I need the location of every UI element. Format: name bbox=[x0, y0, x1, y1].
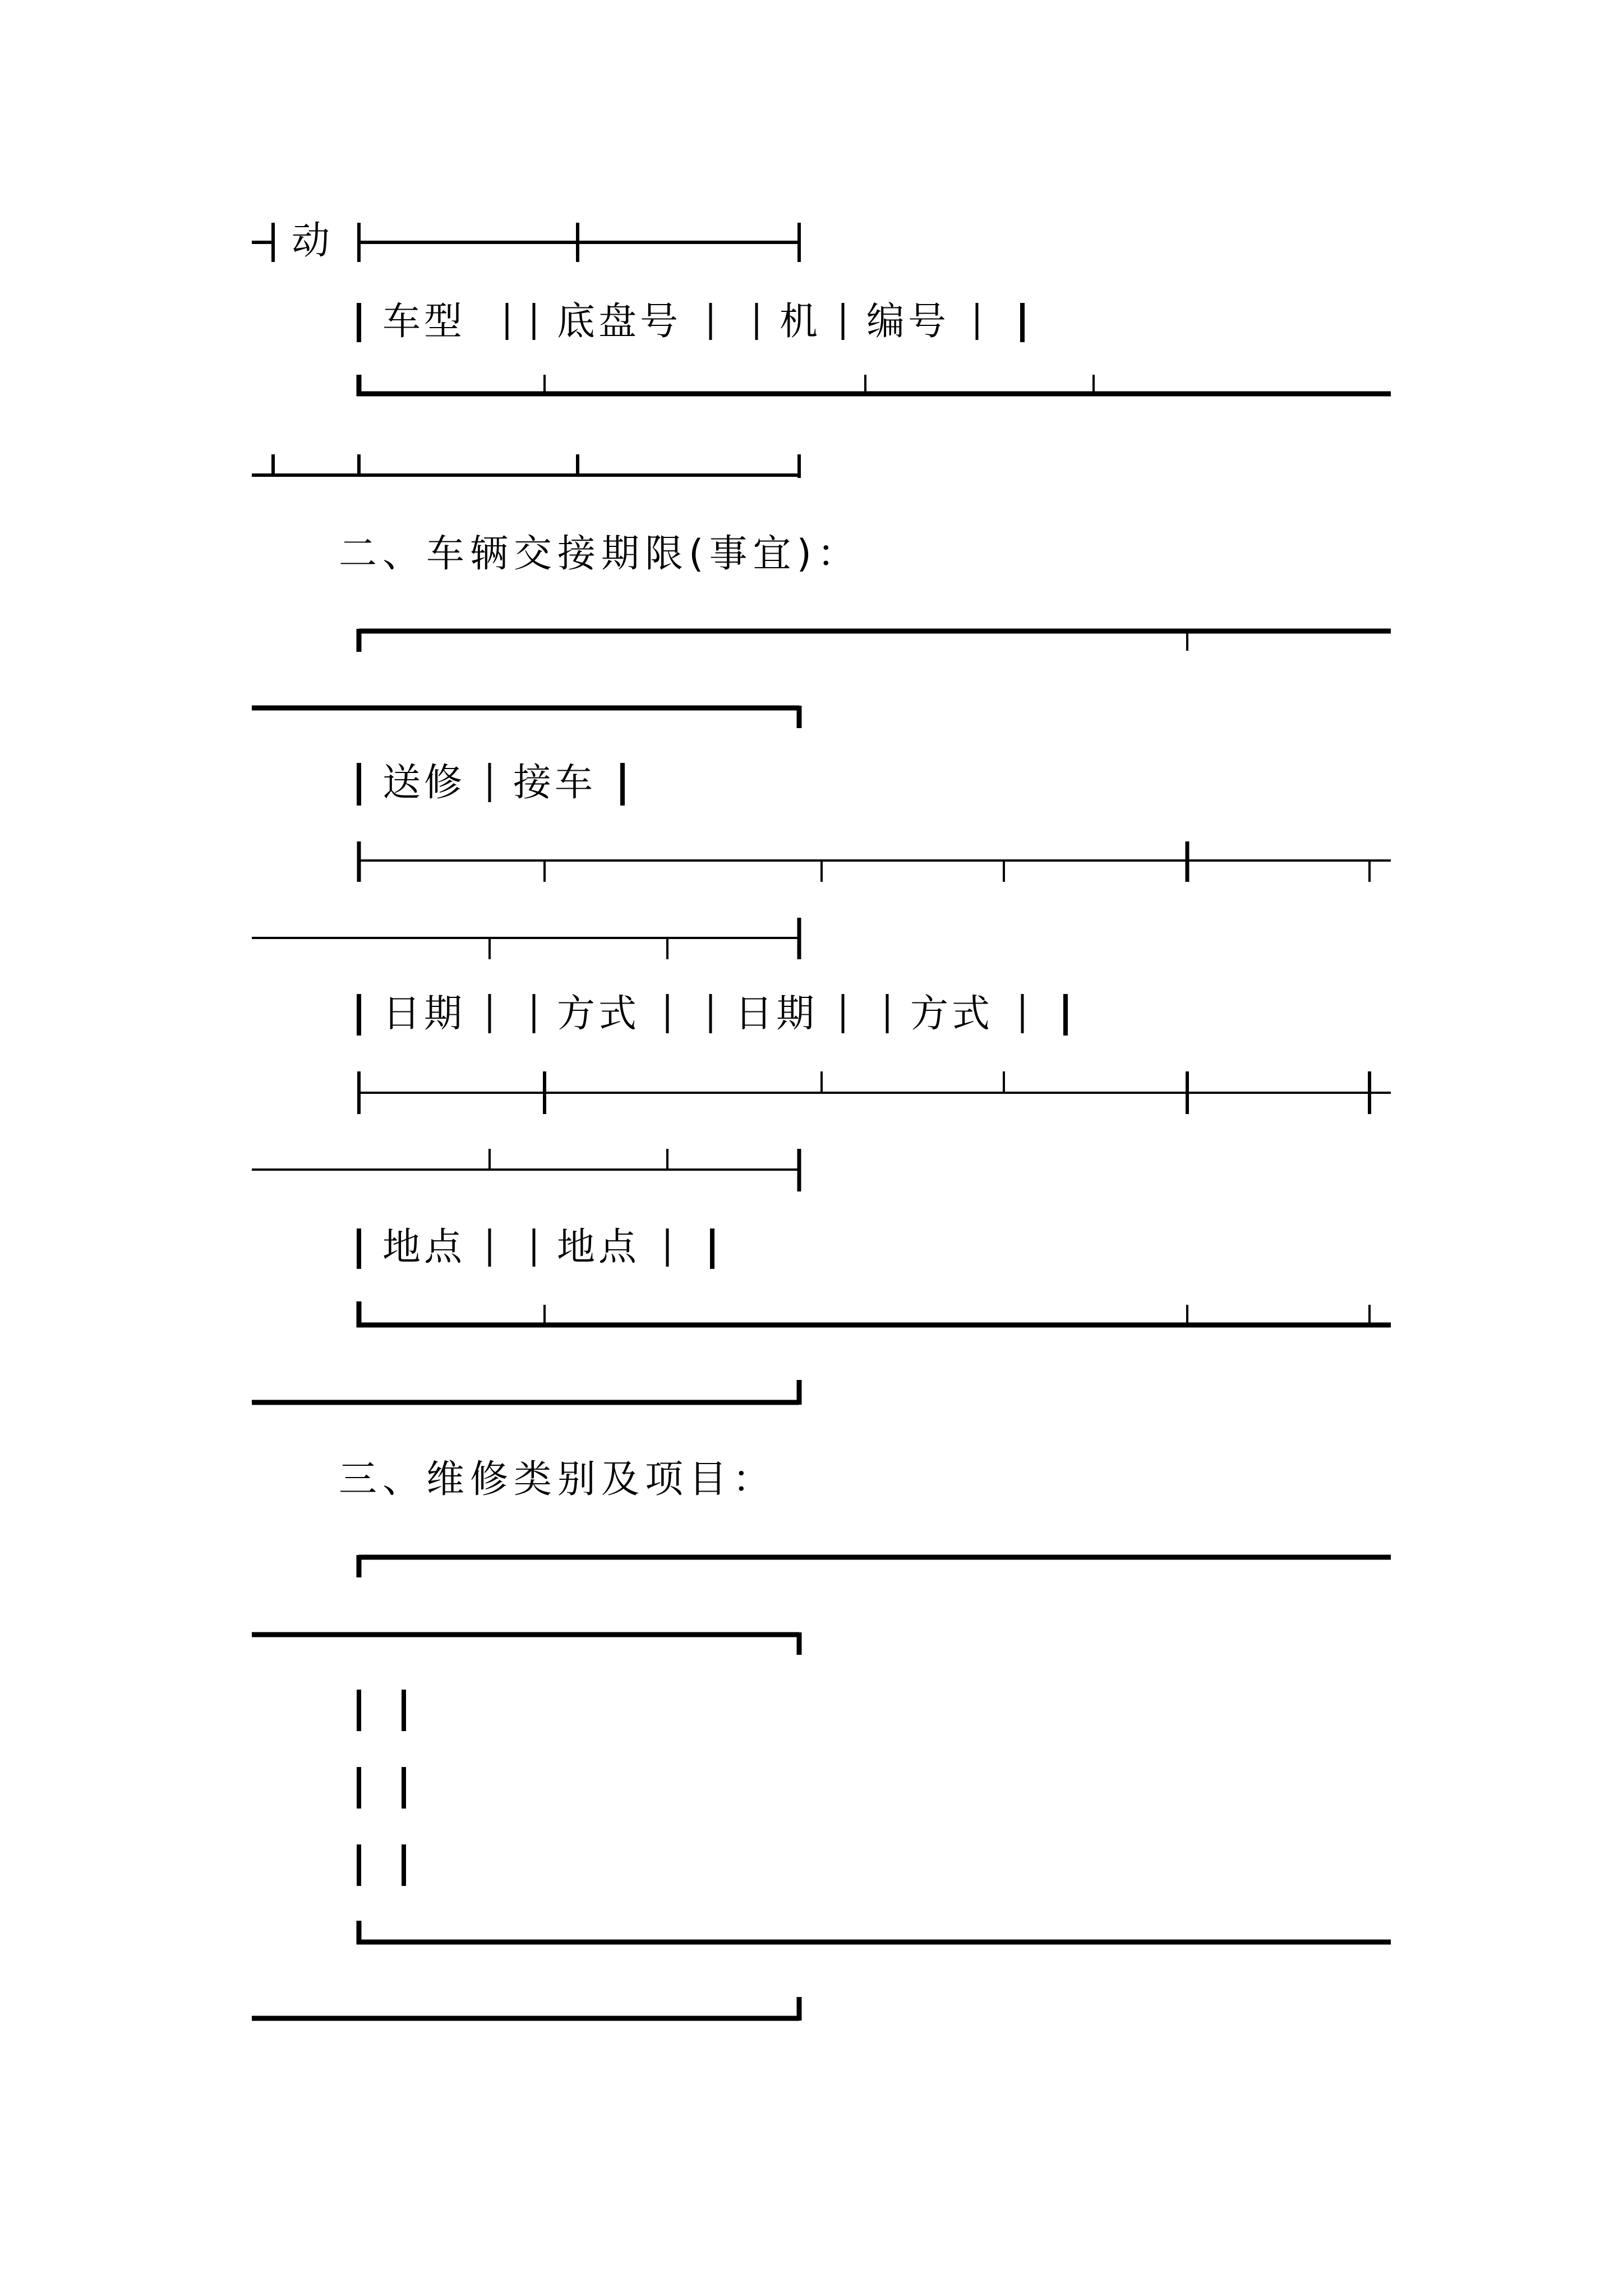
rule-row-1-bottom bbox=[357, 375, 1391, 396]
label-dong: 动 bbox=[292, 219, 334, 263]
rule-section3-rows bbox=[359, 1690, 404, 1886]
cell-place-2: 地点 bbox=[557, 1225, 640, 1269]
cell-place-1: 地点 bbox=[382, 1225, 466, 1269]
rule-row-1-cont bbox=[252, 454, 799, 478]
rule-row-0 bbox=[252, 219, 799, 263]
cell-date-1: 日期 bbox=[382, 992, 466, 1036]
cell-engine: 机 bbox=[780, 300, 822, 344]
cell-vehicle-model: 车型 bbox=[382, 300, 466, 344]
rule-section2-top-cont bbox=[252, 706, 799, 728]
cell-chassis-number: 底盘号 bbox=[557, 300, 682, 344]
rule-row-1-ticks bbox=[545, 375, 1094, 394]
rule-section2-bottom-cont bbox=[252, 1380, 799, 1405]
cell-date-2: 日期 bbox=[735, 992, 818, 1036]
cell-method-1: 方式 bbox=[557, 992, 640, 1036]
cell-send-for-repair: 送修 bbox=[382, 761, 466, 805]
rule-sep-1-cont bbox=[252, 938, 799, 959]
cell-method-2: 方式 bbox=[910, 992, 994, 1036]
rule-sep-2 bbox=[359, 1071, 1391, 1093]
rule-sep-2-cont bbox=[252, 1149, 799, 1170]
rule-sep-1 bbox=[359, 861, 1391, 882]
rule-section2-top bbox=[359, 629, 1391, 652]
rule-section3-top bbox=[252, 1555, 1391, 1655]
cell-number: 编号 bbox=[866, 300, 950, 344]
rule-section3-bottom bbox=[252, 1921, 1391, 2021]
rule-section2-bottom bbox=[357, 1301, 1391, 1327]
section-2-heading: 二、车辆交接期限(事宜)： bbox=[339, 532, 861, 576]
cell-pickup: 接车 bbox=[513, 761, 597, 805]
section-3-heading: 三、维修类别及项目： bbox=[339, 1457, 777, 1502]
